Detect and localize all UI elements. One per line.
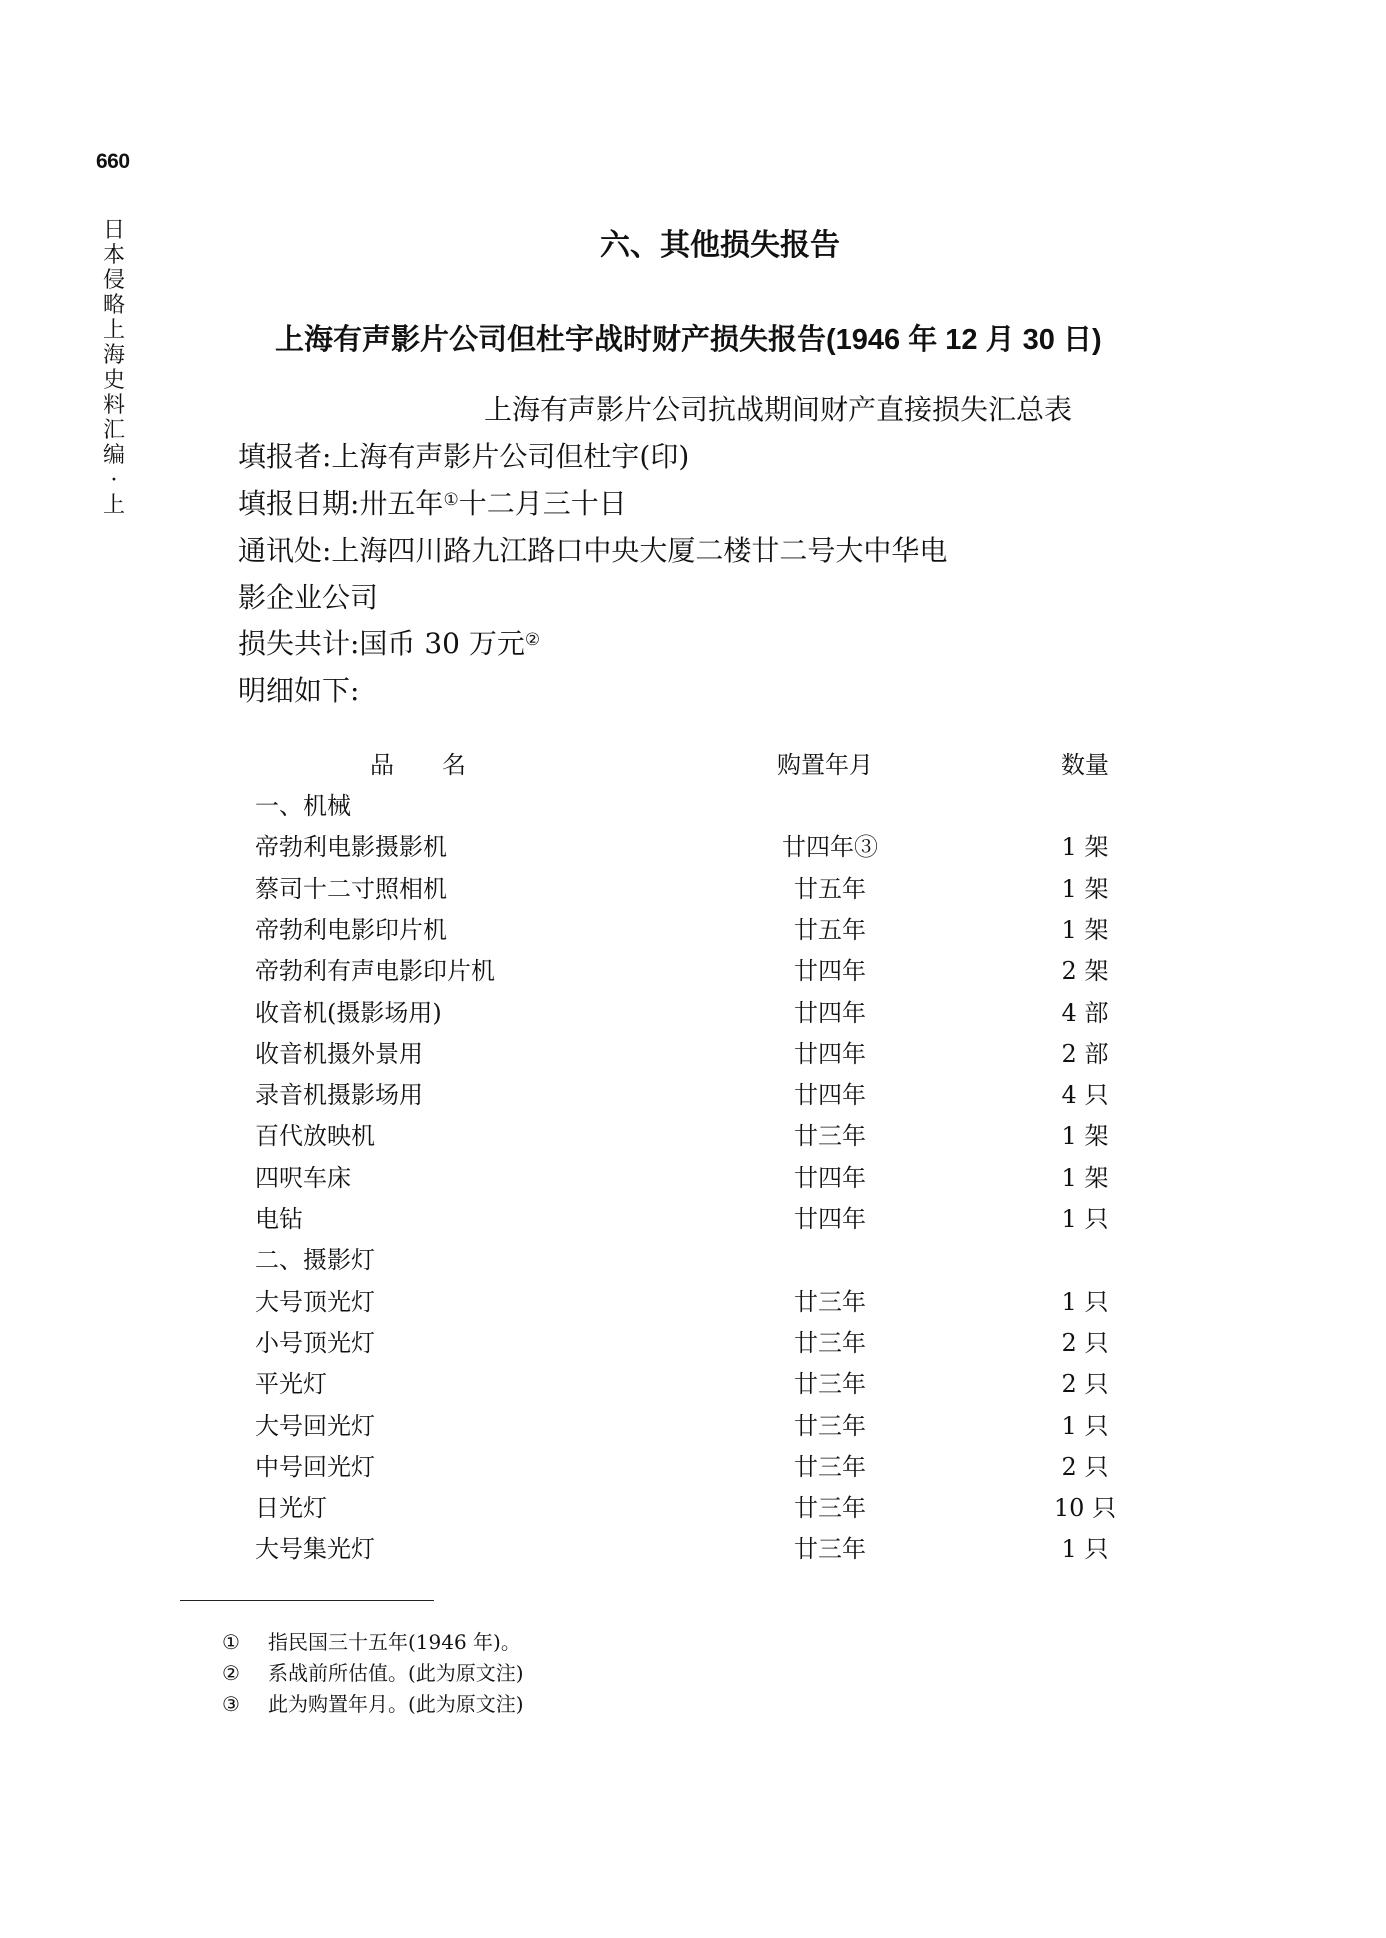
- purchase-year-cell: 廿三年: [794, 1535, 866, 1564]
- purchase-year-cell: 廿三年: [794, 1452, 866, 1481]
- footnote-text: 系战前所估值。(此为原文注): [268, 1661, 524, 1685]
- running-head: 日本侵略上海史料汇编·上: [102, 218, 125, 518]
- footnote-ref-1[interactable]: ①: [443, 490, 459, 510]
- footnote-mark: ③: [222, 1692, 240, 1716]
- item-name-cell: 大号集光灯: [255, 1535, 375, 1564]
- table-row: [0, 1116, 1386, 1157]
- purchase-year-cell: 廿四年③: [782, 833, 878, 862]
- quantity-cell: 2 架: [1061, 957, 1109, 986]
- quantity-cell: 10 只: [1053, 1494, 1117, 1523]
- total-loss-text: 损失共计:国币 30 万元: [238, 627, 525, 660]
- table-row: [0, 993, 1386, 1034]
- purchase-year-cell: 廿四年: [794, 1039, 866, 1068]
- table-row: [0, 1199, 1386, 1240]
- purchase-year-cell: 廿三年: [794, 1411, 866, 1440]
- footnote-mark: ②: [222, 1661, 240, 1685]
- address-line-2: 影企业公司: [238, 581, 379, 614]
- purchase-year-cell: 廿五年: [794, 915, 866, 944]
- item-name-cell: 中号回光灯: [255, 1452, 375, 1481]
- page-number: 660: [96, 150, 130, 173]
- quantity-cell: 1 只: [1061, 1411, 1109, 1440]
- table-row: [0, 910, 1386, 951]
- item-name-cell: 收音机(摄影场用): [255, 998, 442, 1027]
- item-name-cell: 收音机摄外景用: [255, 1039, 423, 1068]
- table-row: [0, 1282, 1386, 1323]
- table-row: [0, 869, 1386, 910]
- table-row: [0, 827, 1386, 868]
- table-row: [0, 1406, 1386, 1447]
- report-date-line: [238, 487, 627, 521]
- category-row: [0, 1240, 1386, 1281]
- table-row: [0, 1529, 1386, 1570]
- item-name-cell: 四呎车床: [255, 1163, 351, 1192]
- purchase-year-cell: 廿三年: [794, 1370, 866, 1399]
- quantity-cell: 1 只: [1061, 1205, 1109, 1233]
- column-header-year: 购置年月: [777, 751, 873, 779]
- purchase-year-cell: 廿三年: [794, 1328, 866, 1357]
- item-name-cell: 帝勃利电影摄影机: [255, 833, 447, 862]
- purchase-year-cell: 廿四年: [794, 957, 866, 986]
- quantity-cell: 2 只: [1061, 1328, 1109, 1357]
- quantity-cell: 1 只: [1061, 1287, 1109, 1316]
- table-row: [0, 1158, 1386, 1199]
- table-row: [0, 1034, 1386, 1075]
- item-name-cell: 帝勃利有声电影印片机: [255, 957, 495, 986]
- quantity-cell: 2 部: [1061, 1039, 1109, 1068]
- item-name-cell: 一、机械: [255, 792, 351, 820]
- quantity-cell: 2 只: [1061, 1452, 1109, 1481]
- table-row: [0, 1447, 1386, 1488]
- item-name-cell: 平光灯: [255, 1370, 327, 1399]
- footnote-ref-2[interactable]: ②: [524, 630, 541, 650]
- footnote-2: [222, 1657, 524, 1686]
- quantity-cell: 1 架: [1061, 1122, 1109, 1151]
- table-row: [0, 1488, 1386, 1529]
- reporter-line: 填报者:上海有声影片公司但杜宇(印): [238, 440, 690, 473]
- table-row: [0, 951, 1386, 992]
- item-name-cell: 二、摄影灯: [255, 1246, 375, 1275]
- report-date-prefix: 填报日期:卅五年: [238, 487, 444, 520]
- footnote-divider: [180, 1600, 434, 1601]
- quantity-cell: 1 只: [1061, 1535, 1109, 1564]
- details-label: 明细如下:: [238, 674, 360, 707]
- item-name-cell: 大号回光灯: [255, 1411, 375, 1440]
- address-line-1: 通讯处:上海四川路九江路口中央大厦二楼廿二号大中华电: [238, 534, 948, 567]
- table-title: 上海有声影片公司抗战期间财产直接损失汇总表: [483, 393, 1072, 426]
- item-name-cell: 百代放映机: [255, 1122, 375, 1151]
- table-row: [0, 1075, 1386, 1116]
- item-name-cell: 蔡司十二寸照相机: [255, 874, 447, 903]
- quantity-cell: 1 架: [1061, 1163, 1109, 1192]
- footnote-3: [222, 1688, 524, 1717]
- purchase-year-cell: 廿四年: [794, 998, 866, 1027]
- table-row: [0, 1364, 1386, 1405]
- purchase-year-cell: 廿三年: [794, 1287, 866, 1316]
- total-loss-line: [238, 627, 540, 661]
- quantity-cell: 4 部: [1061, 998, 1109, 1027]
- item-name-cell: 日光灯: [255, 1494, 327, 1523]
- footnote-1: [222, 1626, 521, 1655]
- column-header-quantity: 数量: [1061, 751, 1109, 779]
- quantity-cell: 1 架: [1061, 833, 1109, 862]
- item-name-cell: 电钻: [255, 1205, 303, 1233]
- quantity-cell: 1 架: [1061, 915, 1109, 944]
- purchase-year-cell: 廿四年: [794, 1081, 866, 1110]
- report-date-suffix: 十二月三十日: [458, 487, 627, 520]
- purchase-year-cell: 廿四年: [794, 1205, 866, 1233]
- purchase-year-cell: 廿四年: [794, 1163, 866, 1192]
- item-name-cell: 大号顶光灯: [255, 1287, 375, 1316]
- quantity-cell: 2 只: [1061, 1370, 1109, 1399]
- quantity-cell: 4 只: [1061, 1081, 1109, 1110]
- purchase-year-cell: 廿五年: [794, 874, 866, 903]
- document-title: 上海有声影片公司但杜宇战时财产损失报告(1946 年 12 月 30 日): [275, 324, 1102, 356]
- footnote-text: 此为购置年月。(此为原文注): [268, 1692, 524, 1716]
- category-row: [0, 786, 1386, 827]
- footnote-text: 指民国三十五年(1946 年)。: [268, 1630, 521, 1654]
- footnote-mark: ①: [222, 1630, 240, 1654]
- section-title: 六、其他损失报告: [600, 228, 840, 263]
- item-name-cell: 帝勃利电影印片机: [255, 915, 447, 944]
- purchase-year-cell: 廿三年: [794, 1494, 866, 1523]
- item-name-cell: 录音机摄影场用: [255, 1081, 423, 1110]
- item-name-cell: 小号顶光灯: [255, 1328, 375, 1357]
- table-row: [0, 1323, 1386, 1364]
- column-header-name: 品 名: [370, 751, 466, 779]
- purchase-year-cell: 廿三年: [794, 1122, 866, 1151]
- quantity-cell: 1 架: [1061, 874, 1109, 903]
